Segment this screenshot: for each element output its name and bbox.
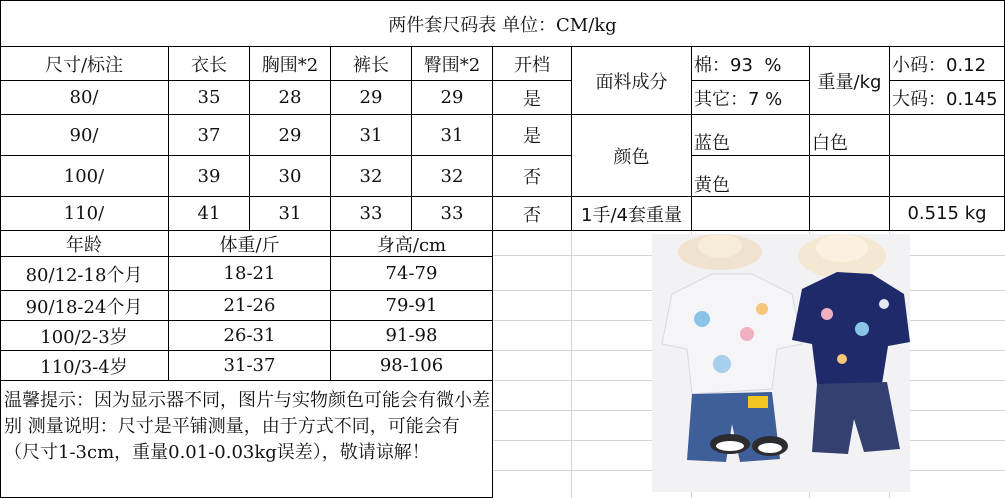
header-open-crotch: 开档 — [514, 54, 550, 76]
size-cell: 35 — [197, 87, 221, 108]
size-cell: 是 — [523, 126, 541, 147]
fabric-label: 面料成分 — [595, 71, 668, 93]
size-cell: 33 — [359, 203, 383, 224]
age-row-label: 110/3-4岁 — [40, 356, 128, 378]
size-cell: 30 — [278, 165, 302, 187]
size-cell: 31 — [440, 124, 464, 146]
size-cell: 29 — [359, 87, 383, 108]
header-length: 衣长 — [191, 54, 227, 76]
age-cell: 79-91 — [385, 295, 438, 316]
age-row-label: 80/12-18个月 — [25, 264, 143, 286]
age-cell: 21-26 — [223, 295, 276, 316]
product-illustration — [652, 234, 910, 492]
color-label: 颜色 — [613, 146, 650, 168]
size-cell: 否 — [523, 204, 541, 226]
age-row-label: 100/2-3岁 — [40, 326, 128, 348]
header-chest: 胸围*2 — [261, 54, 319, 76]
set-weight-label: 1手/4套重量 — [581, 204, 682, 226]
weight-jin-header: 体重/斤 — [219, 234, 280, 256]
height-header: 身高/cm — [376, 234, 447, 256]
size-cell: 31 — [359, 124, 383, 146]
size-cell: 32 — [440, 165, 464, 187]
color-yellow: 黄色 — [694, 175, 730, 196]
size-cell: 是 — [523, 88, 541, 110]
size-cell: 28 — [278, 87, 302, 108]
size-cell: 否 — [523, 167, 541, 188]
size-row-label: 110/ — [63, 203, 105, 224]
size-cell: 39 — [197, 165, 221, 187]
size-cell: 41 — [197, 203, 221, 224]
header-hip: 臀围*2 — [423, 54, 481, 76]
header-pants-length: 裤长 — [353, 54, 389, 76]
notice-text: 温馨提示：因为显示器不同，图片与实物颜色可能会有微小差别 测量说明：尺寸是平铺测量，由于方式不同，可能会有（尺寸1-3cm，重量0.01-0.03kg误差），敬请谅解！ — [4, 390, 490, 463]
size-row-label: 80/ — [69, 87, 99, 108]
age-row-label: 90/18-24个月 — [25, 296, 143, 318]
weight-small: 小码：0.12 — [892, 54, 987, 76]
weight-label: 重量/kg — [817, 71, 882, 93]
age-cell: 31-37 — [223, 355, 276, 376]
age-cell: 74-79 — [385, 263, 438, 284]
age-cell: 18-21 — [223, 263, 276, 284]
product-photo — [652, 234, 910, 492]
size-cell: 33 — [440, 203, 464, 224]
color-white: 白色 — [812, 133, 848, 154]
fabric-other: 其它：7 % — [694, 88, 783, 110]
chart-title: 两件套尺码表 单位：CM/kg — [388, 14, 617, 36]
size-cell: 29 — [278, 124, 302, 146]
size-cell: 32 — [359, 165, 383, 187]
set-weight-value: 0.515 kg — [907, 203, 987, 224]
header-size: 尺寸/标注 — [44, 54, 124, 76]
size-cell: 37 — [197, 124, 221, 146]
size-cell: 31 — [278, 203, 302, 224]
age-header: 年龄 — [66, 234, 102, 256]
weight-large: 大码：0.145 — [892, 88, 998, 110]
size-row-label: 90/ — [69, 124, 99, 146]
color-blue: 蓝色 — [694, 133, 730, 154]
fabric-cotton: 棉：93 % — [694, 54, 782, 76]
size-row-label: 100/ — [63, 165, 105, 187]
size-cell: 29 — [440, 87, 464, 108]
age-cell: 98-106 — [379, 355, 444, 376]
age-cell: 91-98 — [385, 325, 438, 346]
age-cell: 26-31 — [223, 325, 276, 346]
